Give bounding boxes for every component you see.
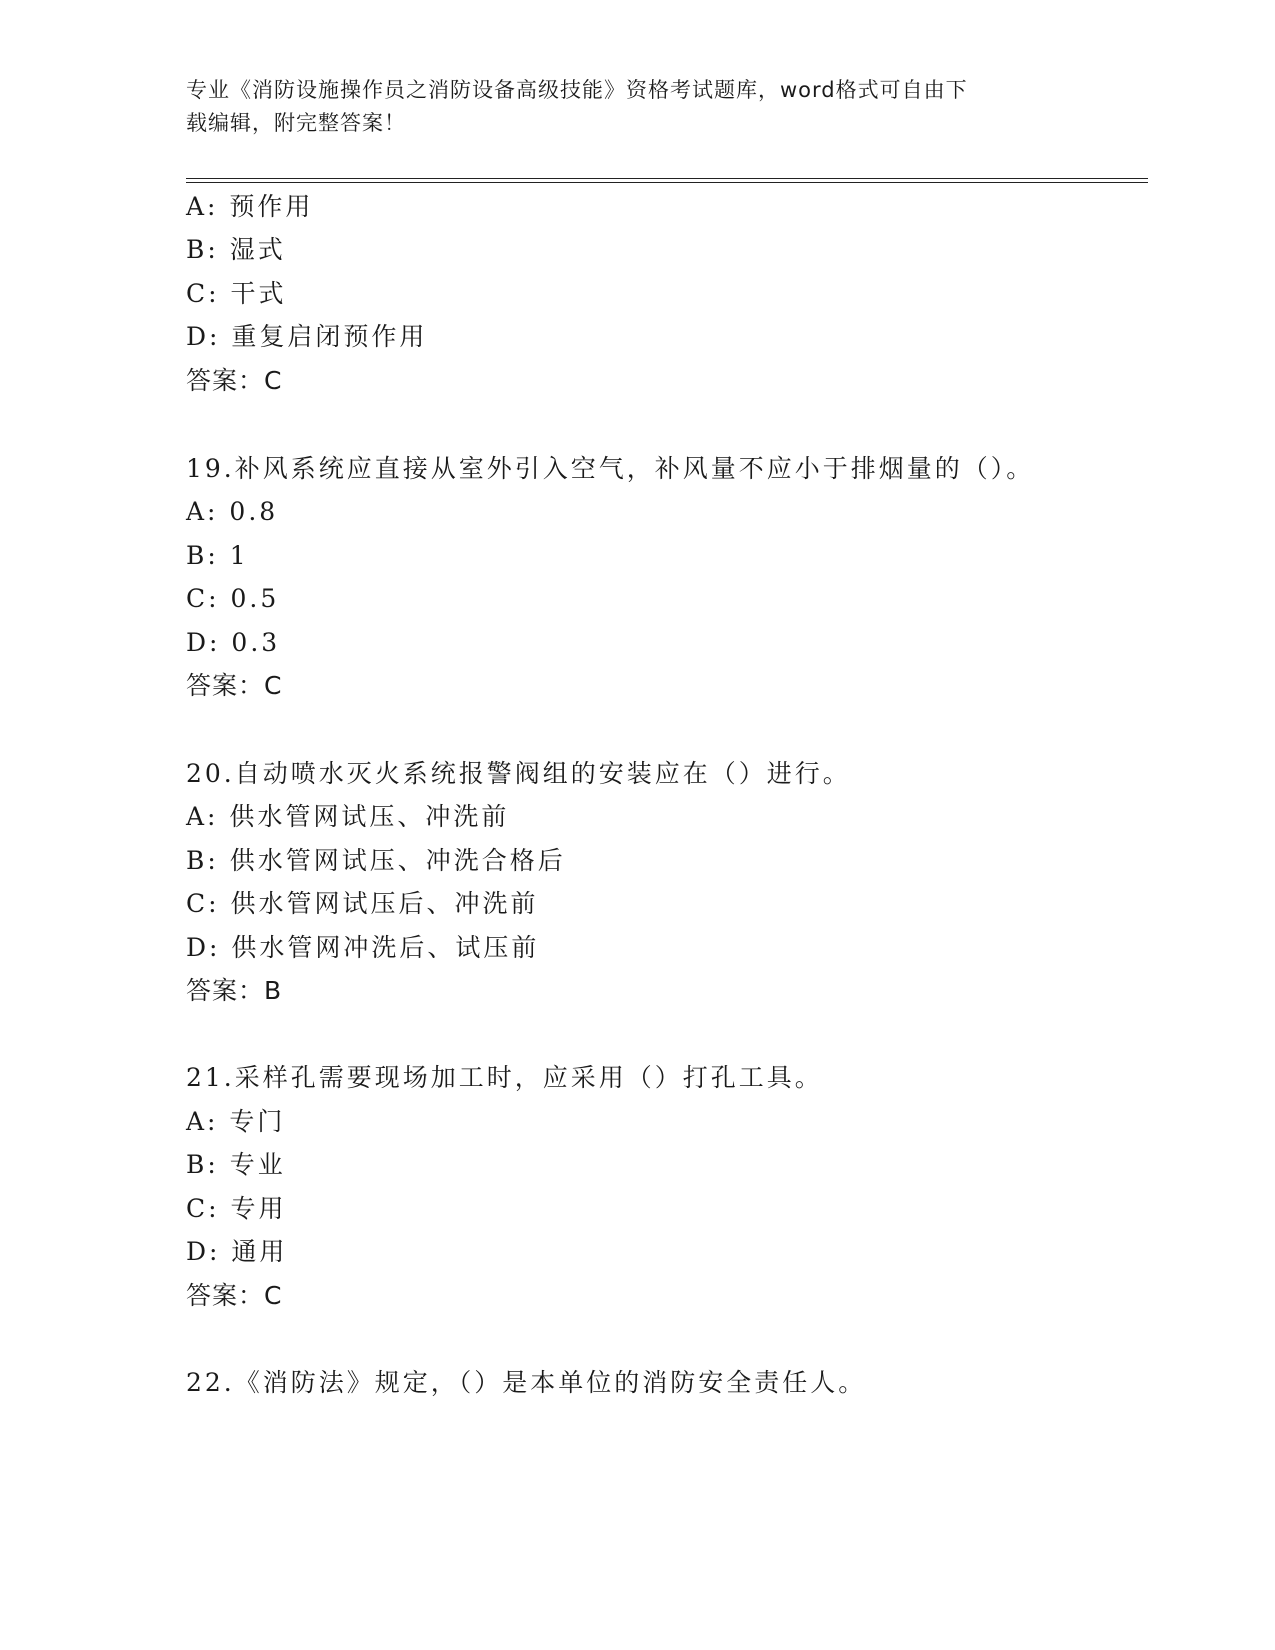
q18-option-c: C: 干式 xyxy=(186,279,287,308)
q20-option-a: A: 供水管网试压、冲洗前 xyxy=(186,802,510,831)
document-header xyxy=(186,74,1066,140)
q20-question: 20.自动喷水灭火系统报警阀组的安装应在（）进行。 xyxy=(186,759,851,788)
q19-option-c: C: 0.5 xyxy=(186,584,280,613)
q19-option-d: D: 0.3 xyxy=(186,628,281,657)
header-divider-bottom xyxy=(186,182,1148,183)
q19-option-a: A: 0.8 xyxy=(186,497,279,526)
q18-option-d: D: 重复启闭预作用 xyxy=(186,322,428,351)
q21-answer: 答案：C xyxy=(186,1281,283,1310)
q19-option-b: B: 1 xyxy=(186,541,249,570)
q19-answer: 答案：C xyxy=(186,671,283,700)
q18-option-b: B: 湿式 xyxy=(186,235,286,264)
header-line-1: 专业《消防设施操作员之消防设备高级技能》资格考试题库，word格式可自由下 xyxy=(186,78,968,102)
q22-question: 22.《消防法》规定，（）是本单位的消防安全责任人。 xyxy=(186,1368,867,1397)
q20-answer: 答案：B xyxy=(186,976,283,1005)
q21-option-c: C: 专用 xyxy=(186,1194,287,1223)
header-line-2: 载编辑，附完整答案！ xyxy=(186,111,406,135)
q20-option-c: C: 供水管网试压后、冲洗前 xyxy=(186,889,539,918)
q18-option-a: A: 预作用 xyxy=(186,192,314,221)
q21-option-b: B: 专业 xyxy=(186,1150,286,1179)
q21-question: 21.采样孔需要现场加工时，应采用（）打孔工具。 xyxy=(186,1063,823,1092)
q21-option-a: A: 专门 xyxy=(186,1107,286,1136)
q18-answer: 答案：C xyxy=(186,366,283,395)
q21-option-d: D: 通用 xyxy=(186,1237,288,1266)
q19-question: 19.补风系统应直接从室外引入空气，补风量不应小于排烟量的（）。 xyxy=(186,454,1035,483)
header-divider-top xyxy=(186,178,1148,179)
q20-option-d: D: 供水管网冲洗后、试压前 xyxy=(186,933,540,962)
q20-option-b: B: 供水管网试压、冲洗合格后 xyxy=(186,846,566,875)
